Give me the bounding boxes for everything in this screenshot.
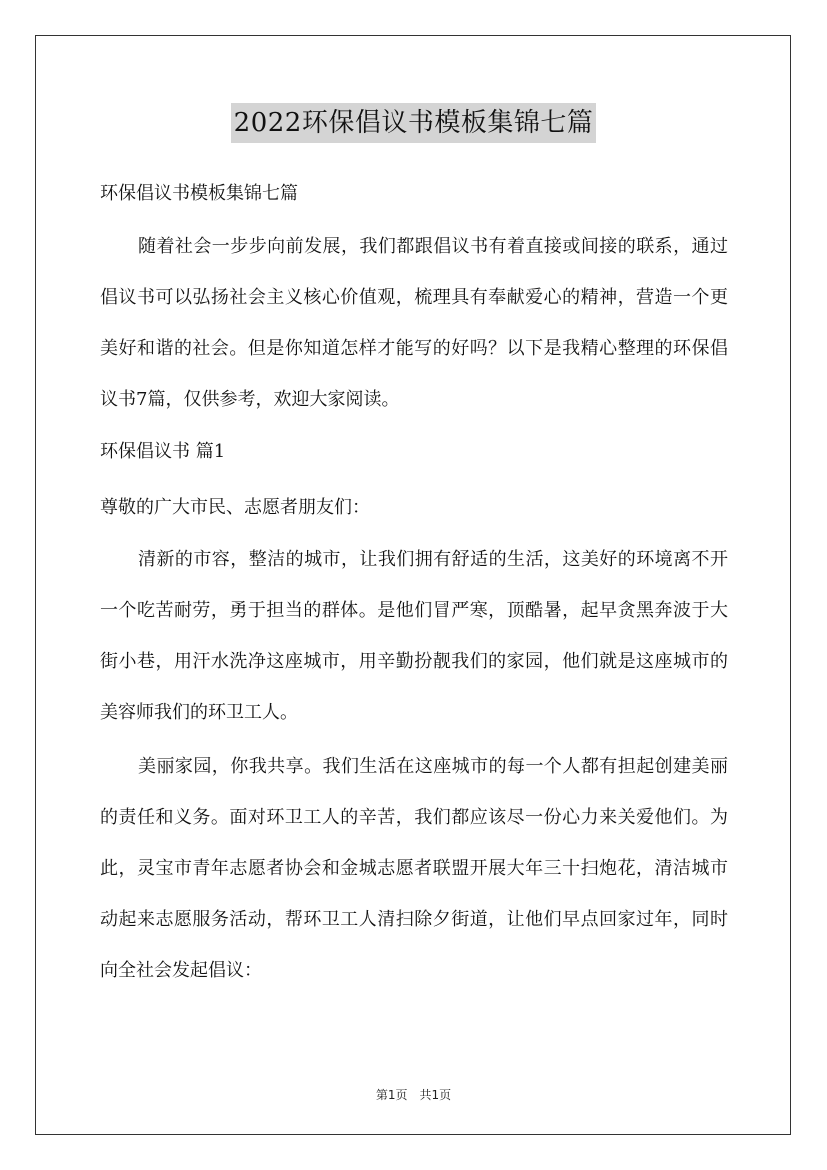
body-paragraph-2: 美丽家园，你我共享。我们生活在这座城市的每一个人都有担起创建美丽的责任和义务。面对环卫工人的辛苦，我们都应该尽一份心力来关爱他们。为此，灵宝市青年志愿者协会和金城志愿者联盟开展大年三十扫炮花，清洁城市动起来志愿服务活动，帮环卫工人清扫除夕街道，让他们早点回家过年，同时向全社会发起倡议： xyxy=(100,756,728,981)
page-number-footer: 第1页 共1页 xyxy=(375,1088,452,1102)
salutation: 尊敬的广大市民、志愿者朋友们： xyxy=(100,497,370,518)
section-heading: 环保倡议书 篇1 xyxy=(100,441,226,462)
title-container xyxy=(0,103,827,143)
document-body xyxy=(100,180,728,996)
document-title: 2022环保倡议书模板集锦七篇 xyxy=(231,103,597,143)
document-subtitle: 环保倡议书模板集锦七篇 xyxy=(100,183,298,204)
body-paragraph-1: 清新的市容，整洁的城市，让我们拥有舒适的生活，这美好的环境离不开一个吃苦耐劳，勇于担当的群体。是他们冒严寒，顶酷暑，起早贪黑奔波于大街小巷，用汗水洗净这座城市，用辛勤扮靓我们的家园，他们就是这座城市的美容师我们的环卫工人。 xyxy=(100,549,728,723)
intro-paragraph: 随着社会一步步向前发展，我们都跟倡议书有着直接或间接的联系，通过倡议书可以弘扬社会主义核心价值观，梳理具有奉献爱心的精神，营造一个更美好和谐的社会。但是你知道怎样才能写的好吗？以下是我精心整理的环保倡议书7篇，仅供参考，欢迎大家阅读。 xyxy=(100,236,728,410)
